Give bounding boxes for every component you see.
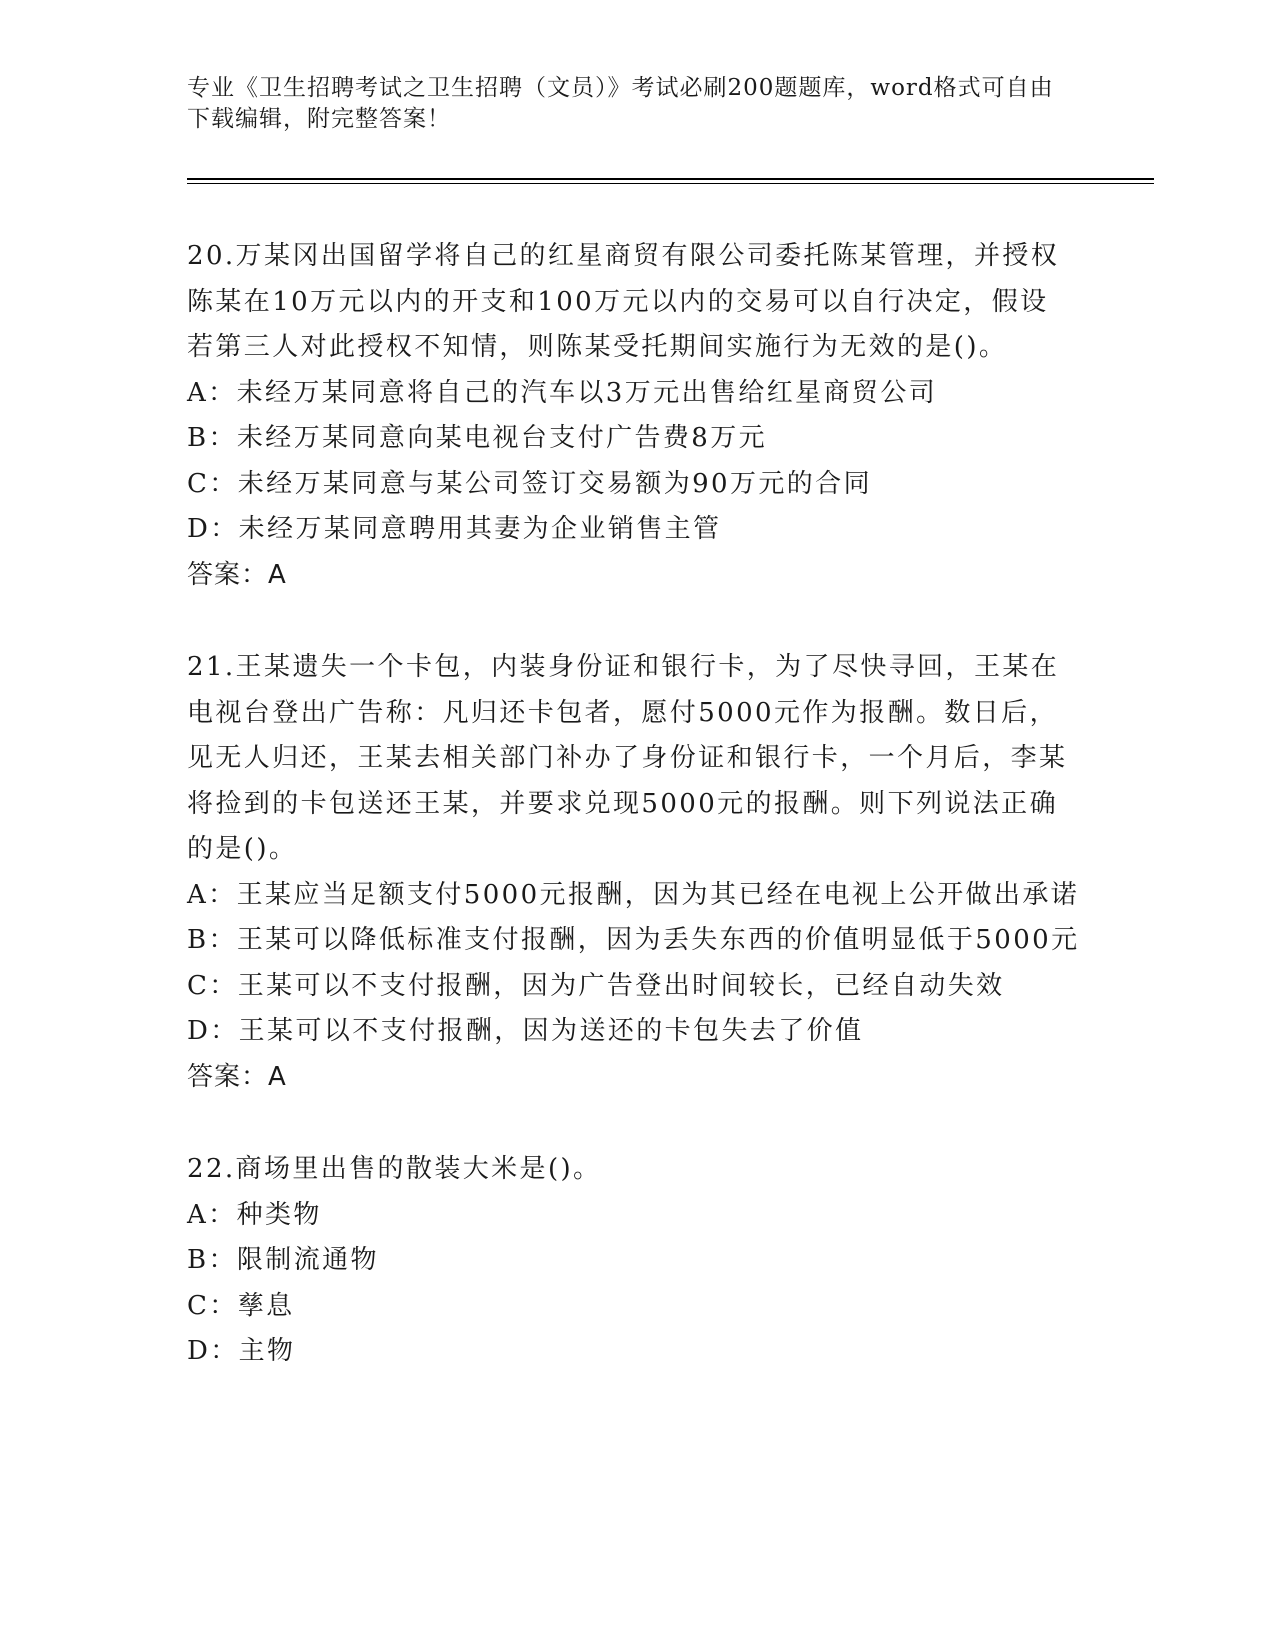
header-divider-thin bbox=[187, 183, 1154, 184]
option-d: D：王某可以不支付报酬，因为送还的卡包失去了价值 bbox=[187, 1016, 864, 1046]
option-a: A：种类物 bbox=[187, 1199, 322, 1230]
option-d: D：未经万某同意聘用其妻为企业销售主管 bbox=[187, 514, 722, 544]
question-20 bbox=[187, 234, 1087, 598]
document-header bbox=[187, 73, 1067, 135]
question-22 bbox=[187, 1147, 1087, 1375]
question-stem: 22.商场里出售的散装大米是()。 bbox=[187, 1154, 602, 1184]
header-divider-thick bbox=[187, 178, 1154, 180]
option-c: C：孳息 bbox=[187, 1290, 295, 1321]
option-a: A：未经万某同意将自己的汽车以3万元出售给红星商贸公司 bbox=[187, 377, 938, 408]
option-c: C：王某可以不支付报酬，因为广告登出时间较长，已经自动失效 bbox=[187, 970, 1005, 1001]
answer-line: 答案：A bbox=[187, 1061, 287, 1092]
option-a: A：王某应当足额支付5000元报酬，因为其已经在电视上公开做出承诺 bbox=[187, 879, 1080, 910]
question-21 bbox=[187, 645, 1087, 1100]
option-b: B：未经万某同意向某电视台支付广告费8万元 bbox=[187, 423, 768, 453]
option-b: B：限制流通物 bbox=[187, 1245, 379, 1275]
question-list bbox=[187, 234, 1087, 1422]
option-d: D：主物 bbox=[187, 1336, 296, 1366]
option-b: B：王某可以降低标准支付报酬，因为丢失东西的价值明显低于5000元 bbox=[187, 925, 1080, 955]
answer-line: 答案：A bbox=[187, 559, 287, 590]
question-stem: 21.王某遗失一个卡包，内装身份证和银行卡，为了尽快寻回，王某在电视台登出广告称：凡归还卡包者，愿付5000元作为报酬。数日后，见无人归还，王某去相关部门补办了身份证和银行卡，一个月后，李某将捡到的卡包送还王某，并要求兑现5000元的报酬。则下列说法正确的是()。 bbox=[187, 652, 1068, 864]
option-c: C：未经万某同意与某公司签订交易额为90万元的合同 bbox=[187, 468, 872, 499]
header-text: 专业《卫生招聘考试之卫生招聘（文员）》考试必刷200题题库，word格式可自由下载编辑，附完整答案！ bbox=[187, 75, 1054, 132]
question-stem: 20.万某冈出国留学将自己的红星商贸有限公司委托陈某管理，并授权陈某在10万元以内的开支和100万元以内的交易可以自行决定，假设若第三人对此授权不知情，则陈某受托期间实施行为无效的是()。 bbox=[187, 241, 1060, 362]
